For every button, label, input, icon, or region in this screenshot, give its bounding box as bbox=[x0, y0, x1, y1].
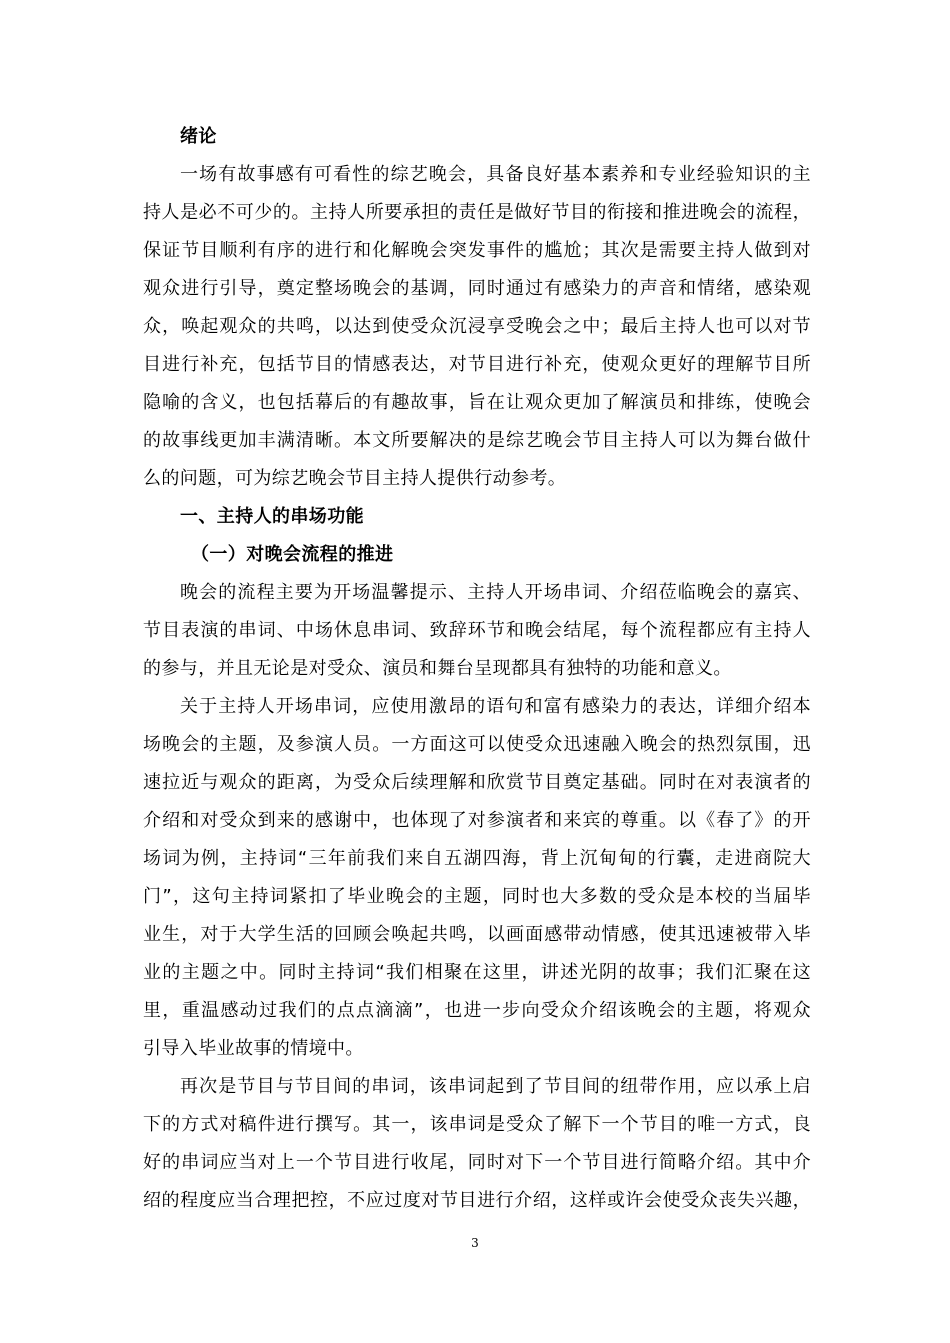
subsection-heading: （一）对晚会流程的推进 bbox=[191, 544, 394, 565]
heading-introduction: 绪论 bbox=[180, 126, 217, 147]
text-line: 隐喻的含义，也包括幕后的有趣故事，旨在让观众更加了解演员和排练，使晚会 bbox=[143, 392, 811, 413]
text-line: 场晚会的主题，及参演人员。一方面这可以使受众迅速融入晚会的热烈氛围，迅 bbox=[143, 734, 811, 755]
text-line: 再次是节目与节目间的串词，该串词起到了节目间的纽带作用，应以承上启 bbox=[180, 1076, 811, 1097]
text-line: 众，唤起观众的共鸣，以达到使受众沉浸享受晚会之中；最后主持人也可以对节 bbox=[143, 316, 811, 337]
text-line: 业的主题之中。同时主持词“我们相聚在这里，讲述光阴的故事；我们汇聚在这 bbox=[143, 962, 811, 983]
text-line: 目进行补充，包括节目的情感表达，对节目进行补充，使观众更好的理解节目所 bbox=[143, 354, 811, 375]
text-line: 引导入毕业故事的情境中。 bbox=[143, 1038, 364, 1059]
text-line: 绍的程度应当合理把控，不应过度对节目进行介绍，这样或许会使受众丧失兴趣， bbox=[143, 1190, 811, 1211]
document-body bbox=[143, 118, 811, 1220]
text-line: 介绍和对受众到来的感谢中，也体现了对参演者和来宾的尊重。以《春了》的开 bbox=[143, 810, 811, 831]
text-line: 节目表演的串词、中场休息串词、致辞环节和晚会结尾，每个流程都应有主持人 bbox=[143, 620, 811, 641]
body-paragraph bbox=[143, 574, 811, 688]
text-line: 持人是必不可少的。主持人所要承担的责任是做好节目的衔接和推进晚会的流程， bbox=[143, 202, 811, 223]
text-line: 里，重温感动过我们的点点滴滴”，也进一步向受众介绍该晚会的主题，将观众 bbox=[143, 1000, 811, 1021]
text-line: 好的串词应当对上一个节目进行收尾，同时对下一个节目进行简略介绍。其中介 bbox=[143, 1152, 811, 1173]
text-line: 业生，对于大学生活的回顾会唤起共鸣，以画面感带动情感，使其迅速被带入毕 bbox=[143, 924, 811, 945]
section-heading: 一、主持人的串场功能 bbox=[180, 506, 364, 527]
text-line: 观众进行引导，奠定整场晚会的基调，同时通过有感染力的声音和情绪，感染观 bbox=[143, 278, 811, 299]
intro-paragraph bbox=[143, 156, 811, 498]
text-line: 的参与，并且无论是对受众、演员和舞台呈现都具有独特的功能和意义。 bbox=[143, 658, 732, 679]
text-line: 一场有故事感有可看性的综艺晚会，具备良好基本素养和专业经验知识的主 bbox=[180, 164, 811, 185]
text-line: 晚会的流程主要为开场温馨提示、主持人开场串词、介绍莅临晚会的嘉宾、 bbox=[180, 582, 811, 603]
text-line: 保证节目顺利有序的进行和化解晚会突发事件的尴尬；其次是需要主持人做到对 bbox=[143, 240, 811, 261]
text-line: 么的问题，可为综艺晚会节目主持人提供行动参考。 bbox=[143, 468, 567, 489]
text-line: 的故事线更加丰满清晰。本文所要解决的是综艺晚会节目主持人可以为舞台做什 bbox=[143, 430, 811, 451]
text-line: 速拉近与观众的距离，为受众后续理解和欣赏节目奠定基础。同时在对表演者的 bbox=[143, 772, 811, 793]
text-line: 下的方式对稿件进行撰写。其一，该串词是受众了解下一个节目的唯一方式，良 bbox=[143, 1114, 811, 1135]
body-paragraph bbox=[143, 1068, 811, 1220]
text-line: 门”，这句主持词紧扣了毕业晚会的主题，同时也大多数的受众是本校的当届毕 bbox=[143, 886, 811, 907]
text-line: 场词为例，主持词“三年前我们来自五湖四海，背上沉甸甸的行囊，走进商院大 bbox=[143, 848, 811, 869]
text-line: 关于主持人开场串词，应使用激昂的语句和富有感染力的表达，详细介绍本 bbox=[180, 696, 811, 717]
page-number: 3 bbox=[471, 1236, 479, 1250]
body-paragraph bbox=[143, 688, 811, 1068]
